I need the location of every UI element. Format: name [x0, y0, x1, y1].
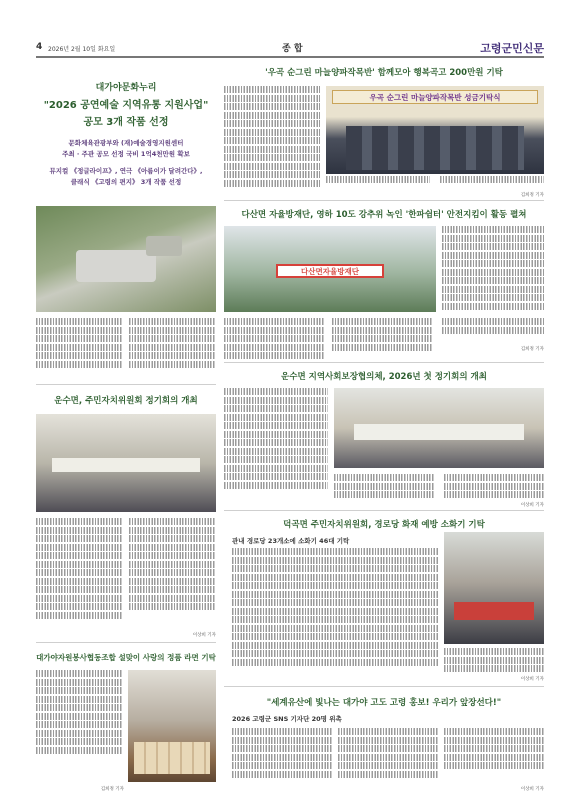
page-number: 4 — [36, 42, 43, 52]
page-header — [36, 40, 544, 56]
issue-date: 2026년 2월 10일 화요일 — [48, 46, 116, 53]
dukgok-headline: 덕곡면 주민자치위원회, 경로당 화재 예방 소화기 기탁 — [283, 520, 485, 530]
credit-safety: 김희정 기자 — [520, 347, 544, 352]
kicker: 대가야문화누리 — [95, 83, 157, 93]
safety-text-right — [442, 226, 544, 316]
paper-name: 고령군민신문 — [480, 42, 544, 55]
banner-text: 우곡 순그린 마늘양파작목반 성금기탁식 — [369, 93, 501, 102]
subhead-2: 주최 · 주관 공모 선정 국비 1억4천만원 확보 — [62, 150, 190, 158]
dukgok-text — [232, 548, 438, 660]
resident-text — [36, 518, 216, 630]
dukgok-subhead: 관내 경로당 23개소에 소화기 46대 기탁 — [232, 537, 350, 545]
headline-line2: 공모 3개 작품 선정 — [83, 117, 169, 128]
credit-sns: 이상희 기자 — [520, 787, 544, 792]
resident-photo — [36, 414, 216, 512]
gaya-photo — [128, 670, 216, 782]
dukgok-photo — [444, 532, 544, 644]
header-rule — [36, 56, 544, 58]
left-body — [36, 318, 216, 378]
credit-top-right: 김희정 기자 — [520, 193, 544, 198]
sns-text — [232, 728, 544, 786]
credit-resident: 이상희 기자 — [192, 633, 216, 638]
top-right-text — [224, 86, 320, 188]
safety-headline: 다산면 자율방재단, 영하 10도 강추위 녹인 '한파쉼터' 안전지킴이 활동 펼쳐 — [241, 210, 527, 220]
social-text-2 — [334, 474, 544, 502]
resident-headline: 운수면, 주민자치위원회 정기회의 개최 — [54, 396, 198, 406]
credit-dukgok: 이상희 기자 — [520, 677, 544, 682]
aerial-photo — [36, 206, 216, 312]
social-text — [224, 388, 328, 492]
credit-gaya: 김희정 기자 — [100, 787, 124, 792]
top-right-headline: '우곡 순그린 마늘양파작목반' 함께모아 행복곡고 200만원 기탁 — [265, 68, 503, 78]
sns-headline: "세계유산에 빛나는 대가야 고도 고령 홍보! 우리가 앞장선다!" — [266, 698, 502, 708]
subhead-1: 문화체육관광부와 (재)예술경영지원센터 — [68, 139, 184, 147]
safety-text-bottom — [224, 318, 544, 362]
subhead-4: 클래식 《고령의 편지》 3개 작품 선정 — [70, 178, 182, 186]
top-right-text-2 — [326, 176, 544, 190]
social-photo — [334, 388, 544, 468]
sns-subhead: 2026 고령군 SNS 기자단 20명 위촉 — [232, 715, 342, 723]
safety-photo: 다산면자율방재단 — [224, 226, 436, 312]
gaya-text — [36, 670, 123, 758]
credit-social: 이상희 기자 — [520, 503, 544, 508]
donation-photo — [326, 86, 544, 174]
headline-line1: "2026 공연예술 지역유통 지원사업" — [43, 100, 209, 111]
gaya-headline: 대가야자원봉사협동조합 설맞이 사랑의 정품 라면 기탁 — [36, 653, 216, 662]
dukgok-text-2 — [444, 648, 544, 676]
subhead-3: 뮤지컬 《정글라이프》, 연극 《아름이가 달려간다》, — [49, 167, 203, 175]
section-title: 종 합 — [282, 44, 303, 54]
social-headline: 운수면 지역사회보장협의체, 2026년 첫 정기회의 개최 — [281, 372, 487, 382]
